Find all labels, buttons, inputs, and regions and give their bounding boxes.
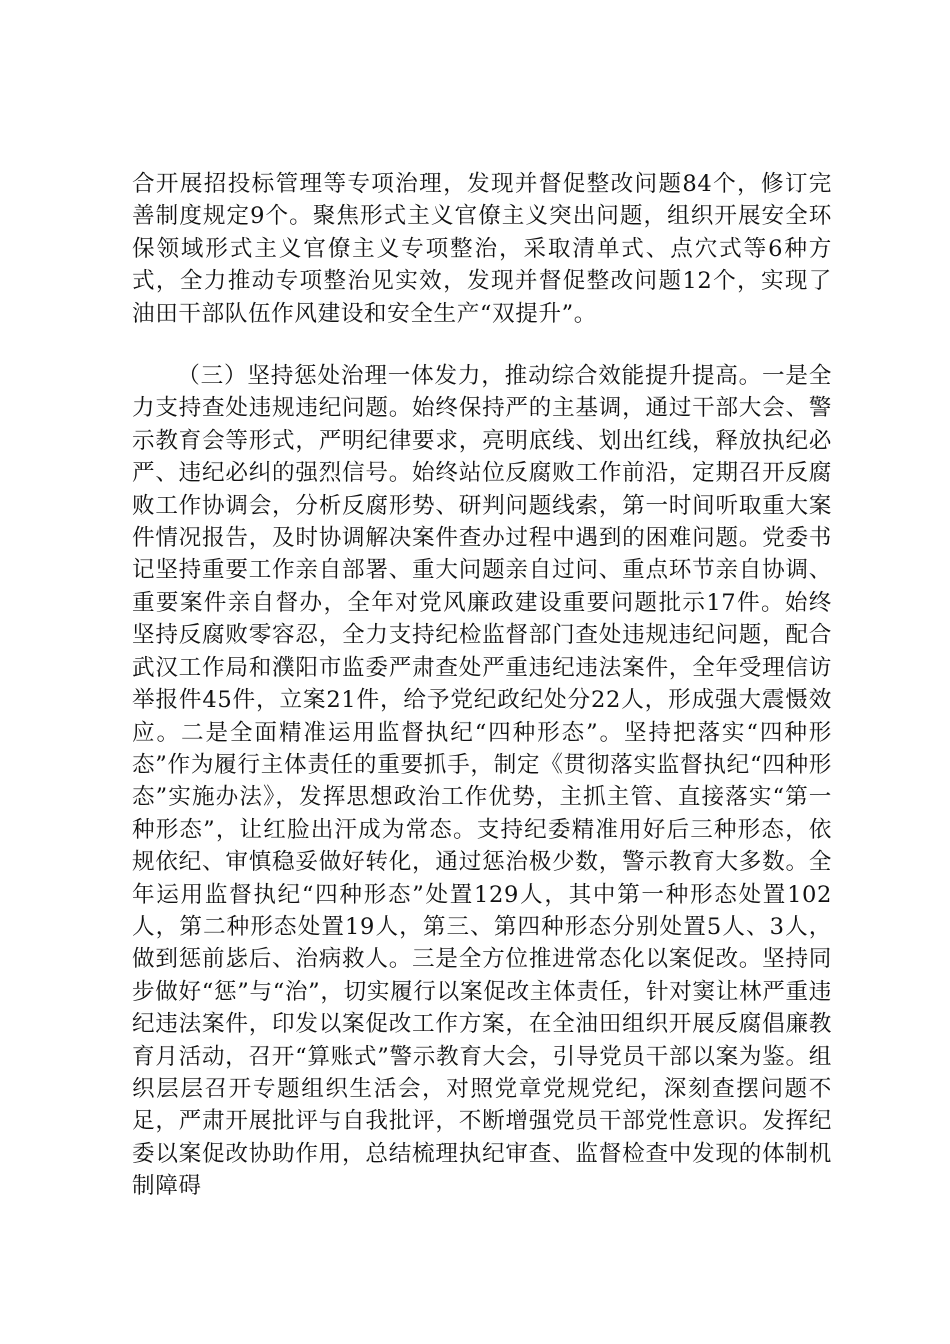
document-body <box>132 168 832 1203</box>
paragraph-1: 合开展招投标管理等专项治理，发现并督促整改问题84个，修订完善制度规定9个。聚焦形式主义官僚主义突出问题，组织开展安全环保领域形式主义官僚主义专项整治，采取清单式、点穴式等6种方式，全力推动专项整治见实效，发现并督促整改问题12个，实现了油田干部队伍作风建设和安全生产“双提升”。 <box>132 171 832 327</box>
paragraph-2: （三）坚持惩处治理一体发力，推动综合效能提升提高。一是全力支持查处违规违纪问题。始终保持严的主基调，通过干部大会、警示教育会等形式，严明纪律要求，亮明底线、划出红线，释放执纪必严、违纪必纠的强烈信号。始终站位反腐败工作前沿，定期召开反腐败工作协调会，分析反腐形势、研判问题线索，第一时间听取重大案件情况报告，及时协调解决案件查办过程中遇到的困难问题。党委书记坚持重要工作亲自部署、重大问题亲自过问、重点环节亲自协调、重要案件亲自督办，全年对党风廉政建设重要问题批示17件。始终坚持反腐败零容忍，全力支持纪检监督部门查处违规违纪问题，配合武汉工作局和濮阳市监委严肃查处严重违纪违法案件，全年受理信访举报件45件，立案21件，给予党纪政纪处分22人，形成强大震慑效应。二是全面精准运用监督执纪“四种形态”。坚持把落实“四种形态”作为履行主体责任的重要抓手，制定《贯彻落实监督执纪“四种形态”实施办法》，发挥思想政治工作优势，主抓主管、直接落实“第一种形态”，让红脸出汗成为常态。支持纪委精准用好后三种形态，依规依纪、审慎稳妥做好转化，通过惩治极少数，警示教育大多数。全年运用监督执纪“四种形态”处置129人，其中第一种形态处置102人，第二种形态处置19人，第三、第四种形态分别处置5人、3人，做到惩前毖后、治病救人。三是全方位推进常态化以案促改。坚持同步做好“惩”与“治”，切实履行以案促改主体责任，针对窦让林严重违纪违法案件，印发以案促改工作方案，在全油田组织开展反腐倡廉教育月活动，召开“算账式”警示教育大会，引导党员干部以案为鉴。组织层层召开专题组织生活会，对照党章党规党纪，深刻查摆问题不足，严肃开展批评与自我批评，不断增强党员干部党性意识。发挥纪委以案促改协助作用，总结梳理执纪审查、监督检查中发现的体制机制障碍 <box>132 363 832 1200</box>
